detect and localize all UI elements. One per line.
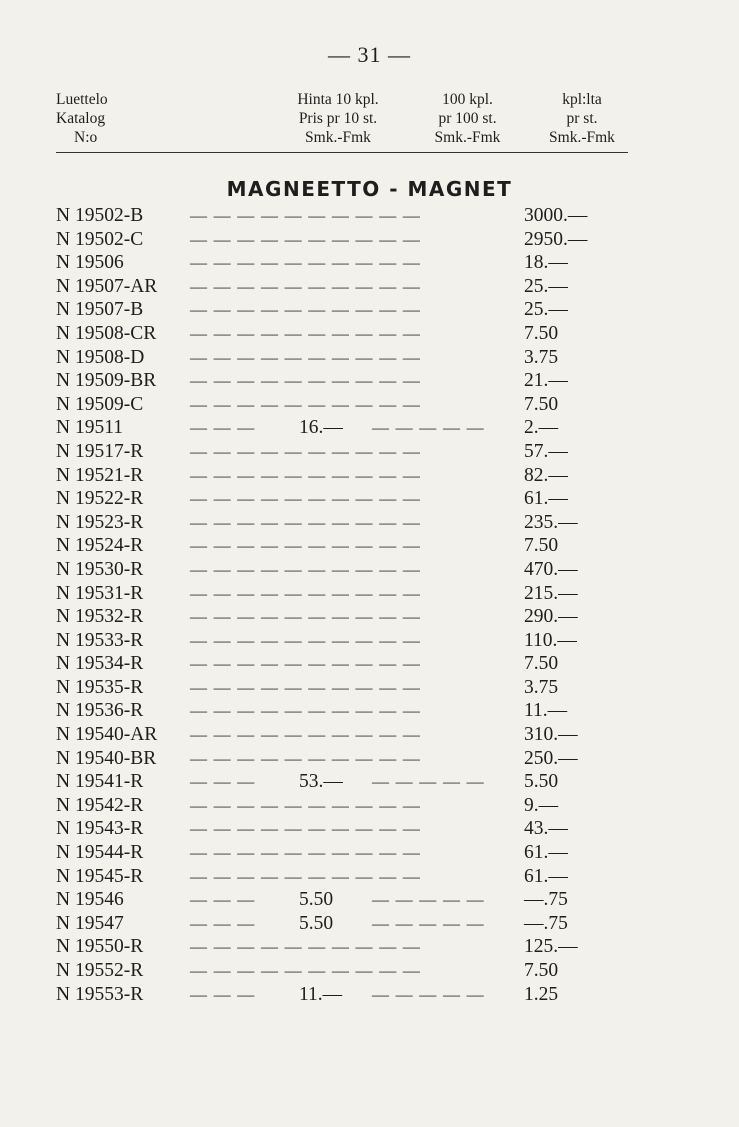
list-item	[56, 841, 628, 865]
header-price-each-line-3: Smk.-Fmk	[549, 129, 615, 146]
list-item	[56, 747, 628, 771]
column-header-price-each	[532, 90, 632, 147]
list-item	[56, 393, 628, 417]
list-item	[56, 228, 628, 252]
price-per-100: 53.—	[299, 771, 343, 793]
list-item	[56, 770, 628, 794]
price-each: 61.—	[524, 842, 568, 864]
price-list	[56, 204, 628, 1006]
leader-dashes: — — — — — — — — — —	[190, 630, 422, 650]
price-per-100: 5.50	[299, 889, 334, 911]
list-item	[56, 298, 628, 322]
leader-dashes: — — — — — — — — — —	[190, 465, 422, 485]
leader-dashes: — — — — — — — — — —	[190, 323, 422, 343]
catalog-number: N 19546	[56, 889, 124, 911]
list-item	[56, 676, 628, 700]
catalog-number: N 19550-R	[56, 936, 144, 958]
catalog-number: N 19532-R	[56, 606, 144, 628]
list-item	[56, 605, 628, 629]
leader-dashes: — — — — —	[372, 772, 485, 792]
list-item	[56, 534, 628, 558]
catalog-number: N 19545-R	[56, 865, 144, 887]
catalog-number: N 19509-C	[56, 393, 144, 415]
header-catalog-line-3: N:o	[74, 129, 98, 146]
list-item	[56, 346, 628, 370]
price-each: 3.75	[524, 346, 559, 368]
leader-dashes: — — — — — — — — — —	[190, 583, 422, 603]
catalog-number: N 19524-R	[56, 535, 144, 557]
leader-dashes: — — — — — — — — — —	[190, 654, 422, 674]
list-item	[56, 204, 628, 228]
leader-dashes: — — — — — — — — — —	[190, 206, 422, 225]
leader-dashes: — — — — — — — — — —	[190, 559, 422, 579]
column-header-price-100	[420, 90, 515, 147]
leader-dashes: — — — — — — — — — —	[190, 489, 422, 509]
leader-dashes: — — — — — — — — — —	[190, 701, 422, 721]
price-each: 2.—	[524, 417, 559, 439]
price-each: 82.—	[524, 464, 568, 486]
list-item	[56, 275, 628, 299]
leader-dashes: — — — — —	[372, 984, 485, 1004]
price-each: 3.75	[524, 676, 559, 698]
header-price-100-line-2: pr 100 st.	[438, 110, 497, 127]
catalog-number: N 19552-R	[56, 960, 144, 981]
price-each: 290.—	[524, 606, 578, 628]
leader-dashes: — — — — — — — — — —	[190, 961, 422, 980]
header-catalog-line-2: Katalog	[56, 110, 106, 127]
price-each: 9.—	[524, 794, 559, 816]
price-each: 7.50	[524, 535, 559, 557]
catalog-number: N 19509-BR	[56, 370, 157, 392]
leader-dashes: — — — — — — — — — —	[190, 347, 422, 367]
list-item	[56, 416, 628, 440]
list-item	[56, 959, 628, 983]
leader-dashes: — — — — — — — — — —	[190, 607, 422, 627]
catalog-number: N 19540-AR	[56, 724, 158, 746]
price-each: 21.—	[524, 370, 568, 392]
header-price-10-line-2: Pris pr 10 st.	[298, 110, 378, 127]
leader-dashes: — — — — — — — — — —	[190, 725, 422, 745]
list-item	[56, 699, 628, 723]
leader-dashes: — — — — — — — — — —	[190, 276, 422, 296]
catalog-number: N 19540-BR	[56, 747, 157, 769]
list-item	[56, 464, 628, 488]
leader-dashes: — — — — — — — — — —	[190, 677, 422, 697]
header-price-10-line-3: Smk.-Fmk	[305, 129, 371, 146]
catalog-number: N 19530-R	[56, 558, 144, 580]
header-price-each-line-1: kpl:lta	[562, 91, 602, 108]
list-item	[56, 817, 628, 841]
catalog-number: N 19534-R	[56, 653, 144, 675]
catalog-number: N 19553-R	[56, 983, 144, 1005]
catalog-number: N 19502-C	[56, 228, 144, 250]
catalog-number: N 19536-R	[56, 700, 144, 722]
catalog-number: N 19523-R	[56, 511, 144, 533]
catalog-number: N 19517-R	[56, 440, 144, 462]
list-item	[56, 582, 628, 606]
column-header-catalog	[56, 90, 108, 147]
price-each: 18.—	[524, 252, 568, 274]
price-each: 7.50	[524, 393, 559, 415]
catalog-number: N 19511	[56, 417, 123, 439]
list-item	[56, 935, 628, 959]
price-each: 11.—	[524, 700, 568, 722]
header-catalog-line-1: Luettelo	[56, 91, 108, 108]
header-divider	[56, 152, 628, 153]
leader-dashes: — — — — —	[372, 913, 485, 933]
price-each: 310.—	[524, 724, 578, 746]
list-item	[56, 888, 628, 912]
price-each: 470.—	[524, 558, 578, 580]
price-each: 7.50	[524, 960, 559, 981]
list-item	[56, 251, 628, 275]
list-item	[56, 440, 628, 464]
price-each: 2950.—	[524, 228, 588, 250]
price-each: 7.50	[524, 322, 559, 344]
catalog-number: N 19502-B	[56, 205, 144, 226]
leader-dashes: — — —	[190, 890, 256, 910]
price-each: 215.—	[524, 582, 578, 604]
list-item	[56, 629, 628, 653]
header-price-each-line-2: pr st.	[566, 110, 598, 127]
leader-dashes: — — — — — — — — — —	[190, 937, 422, 957]
price-each: 61.—	[524, 488, 568, 510]
section-title: MAGNEETTO - MAGNET	[226, 177, 513, 201]
catalog-number: N 19506	[56, 252, 124, 274]
header-price-100-line-3: Smk.-Fmk	[434, 129, 501, 146]
price-each: 125.—	[524, 936, 578, 958]
catalog-number: N 19542-R	[56, 794, 144, 816]
catalog-number: N 19508-D	[56, 346, 145, 368]
price-each: 5.50	[524, 771, 559, 793]
list-item	[56, 487, 628, 511]
catalog-number: N 19544-R	[56, 842, 144, 864]
header-price-10-line-1: Hinta 10 kpl.	[297, 91, 379, 108]
price-each: 1.25	[524, 983, 559, 1005]
list-item	[56, 912, 628, 936]
price-each: 250.—	[524, 747, 578, 769]
leader-dashes: — — — — — — — — — —	[190, 441, 422, 461]
price-per-100: 11.—	[299, 983, 343, 1005]
leader-dashes: — — —	[190, 772, 256, 792]
catalog-number: N 19541-R	[56, 771, 144, 793]
price-each: 110.—	[524, 629, 577, 651]
catalog-number: N 19547	[56, 912, 124, 934]
price-each: 25.—	[524, 299, 568, 321]
list-item	[56, 322, 628, 346]
leader-dashes: — — — — — — — — — —	[190, 371, 422, 391]
leader-dashes: — — — — —	[372, 418, 485, 438]
catalog-number: N 19533-R	[56, 629, 144, 651]
leader-dashes: — — — — — — — — — —	[190, 795, 422, 815]
leader-dashes: — — — — —	[372, 890, 485, 910]
price-each: 57.—	[524, 440, 568, 462]
price-each: 7.50	[524, 653, 559, 675]
page-number: — 31 —	[328, 42, 411, 67]
leader-dashes: — — — — — — — — — —	[190, 748, 422, 768]
price-per-100: 5.50	[299, 912, 334, 934]
leader-dashes: — — — — — — — — — —	[190, 536, 422, 556]
price-each: 3000.—	[524, 205, 588, 226]
price-each: —.75	[524, 889, 568, 911]
catalog-number: N 19535-R	[56, 676, 144, 698]
list-item	[56, 369, 628, 393]
leader-dashes: — — — — — — — — — —	[190, 819, 422, 839]
list-item	[56, 865, 628, 889]
catalog-number: N 19521-R	[56, 464, 144, 486]
list-item	[56, 983, 628, 1007]
leader-dashes: — — — — — — — — — —	[190, 229, 422, 249]
list-item	[56, 558, 628, 582]
catalog-number: N 19522-R	[56, 488, 144, 510]
list-item	[56, 652, 628, 676]
leader-dashes: — — — — — — — — — —	[190, 512, 422, 532]
price-each: 235.—	[524, 511, 578, 533]
leader-dashes: — — — — — — — — — —	[190, 253, 422, 273]
column-header-price-10	[283, 90, 393, 147]
leader-dashes: — — — — — — — — — —	[190, 300, 422, 320]
catalog-number: N 19531-R	[56, 582, 144, 604]
leader-dashes: — — — — — — — — — —	[190, 843, 422, 863]
price-each: —.75	[524, 912, 568, 934]
catalog-number: N 19508-CR	[56, 322, 157, 344]
catalog-number: N 19507-AR	[56, 275, 158, 297]
price-each: 43.—	[524, 818, 568, 840]
list-item	[56, 794, 628, 818]
price-each: 61.—	[524, 865, 568, 887]
list-item	[56, 511, 628, 535]
price-each: 25.—	[524, 275, 568, 297]
header-price-100-line-1: 100 kpl.	[442, 91, 493, 108]
leader-dashes: — — —	[190, 418, 256, 438]
catalog-number: N 19507-B	[56, 299, 144, 321]
leader-dashes: — — — — — — — — — —	[190, 394, 422, 414]
price-per-100: 16.—	[299, 417, 343, 439]
list-item	[56, 723, 628, 747]
leader-dashes: — — — — — — — — — —	[190, 866, 422, 886]
leader-dashes: — — —	[190, 984, 256, 1004]
leader-dashes: — — —	[190, 913, 256, 933]
catalog-number: N 19543-R	[56, 818, 144, 840]
